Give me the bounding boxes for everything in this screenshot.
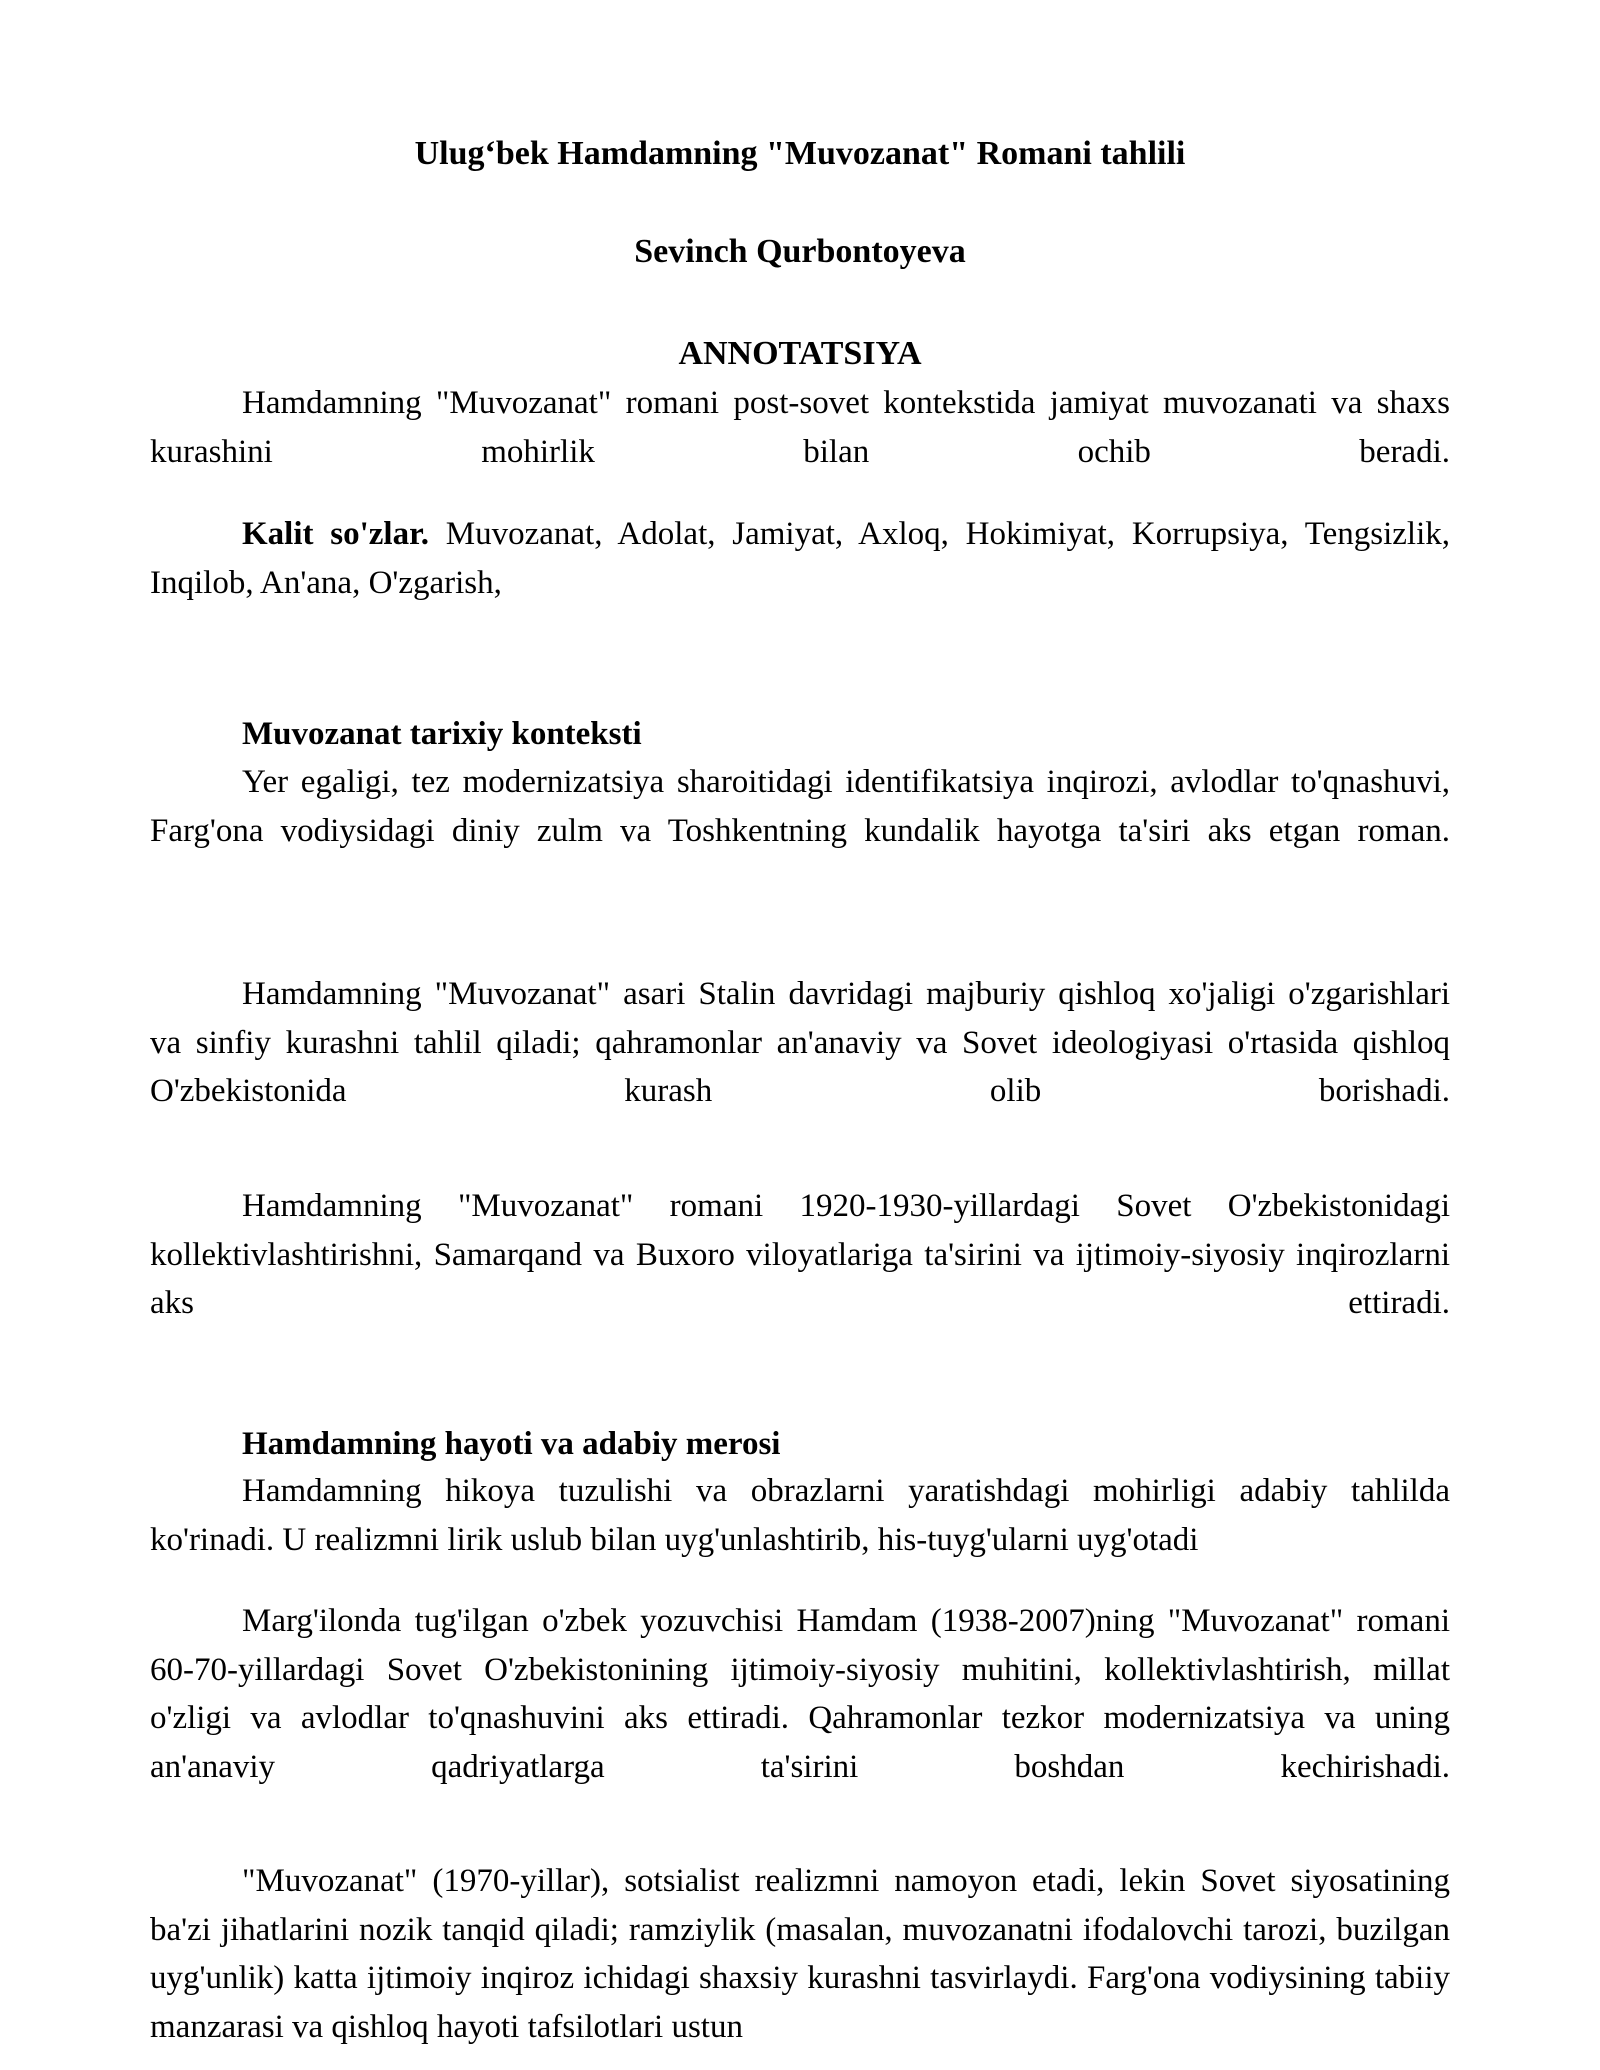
body-paragraph: Marg'ilonda tug'ilgan o'zbek yozuvchisi Hamdam (1938-2007)ning "Muvozanat" romani 60-70-yillardagi Sovet O'zbekistonining ijtimoiy-siyosiy muhitini, kollektivlashtirish, millat o'zligi va avlodlar to'qnashuvini aks ettiradi. Qahramonlar tezkor modernizatsiya va uning an'anaviy qadriyatlarga ta'sirini boshdan kechirishadi. — [150, 1603, 1450, 1785]
section-heading-historical-context: Muvozanat tarixiy konteksti — [242, 716, 642, 752]
body-paragraph: Hamdamning hikoya tuzulishi va obrazlarni yaratishdagi mohirligi adabiy tahlilda ko'rinadi. U realizmni lirik uslub bilan uyg'unlashtirib, his-tuyg'ularni uyg'otadi — [150, 1473, 1450, 1558]
author-name: Sevinch Qurbontoyeva — [634, 233, 966, 270]
keywords-list: Muvozanat, Adolat, Jamiyat, Axloq, Hokimiyat, Korrupsiya, Tengsizlik, Inqilob, An'ana, O'zgarish, — [150, 516, 1450, 601]
document-page — [150, 0, 1450, 2070]
keywords-label: Kalit so'zlar. — [242, 516, 429, 552]
annotation-heading: ANNOTATSIYA — [678, 335, 922, 372]
keywords-paragraph — [150, 510, 1450, 607]
document-title: Ulug‘bek Hamdamning "Muvozanat" Romani tahlili — [414, 135, 1186, 172]
body-paragraph: "Muvozanat" (1970-yillar), sotsialist realizmni namoyon etadi, lekin Sovet siyosatining ba'zi jihatlarini nozik tanqid qiladi; ramziylik (masalan, muvozanatni ifodalovchi tarozi, buzilgan uyg'unlik) katta ijtimoiy inqiroz ichidagi shaxsiy kurashni tasvirlaydi. Farg'ona vodiysining tabiiy manzarasi va qishloq hayoti tafsilotlari ustun — [150, 1863, 1450, 2045]
annotation-paragraph: Hamdamning "Muvozanat" romani post-sovet kontekstida jamiyat muvozanati va shaxs kurashini mohirlik bilan ochib beradi. — [150, 385, 1450, 470]
body-paragraph: Hamdamning "Muvozanat" asari Stalin davridagi majburiy qishloq xo'jaligi o'zgarishlari va sinfiy kurashni tahlil qiladi; qahramonlar an'anaviy va Sovet ideologiyasi o'rtasida qishloq O'zbekistonida kurash olib borishadi. — [150, 976, 1450, 1109]
section-heading-life-and-legacy: Hamdamning hayoti va adabiy merosi — [242, 1426, 781, 1462]
body-paragraph: Hamdamning "Muvozanat" romani 1920-1930-yillardagi Sovet O'zbekistonidagi kollektivlashtirishni, Samarqand va Buxoro viloyatlariga ta'sirini va ijtimoiy-siyosiy inqirozlarni aks ettiradi. — [150, 1188, 1450, 1321]
body-paragraph: Yer egaligi, tez modernizatsiya sharoitidagi identifikatsiya inqirozi, avlodlar to'qnashuvi, Farg'ona vodiysidagi diniy zulm va Toshkentning kundalik hayotga ta'siri aks etgan roman. — [150, 764, 1450, 849]
